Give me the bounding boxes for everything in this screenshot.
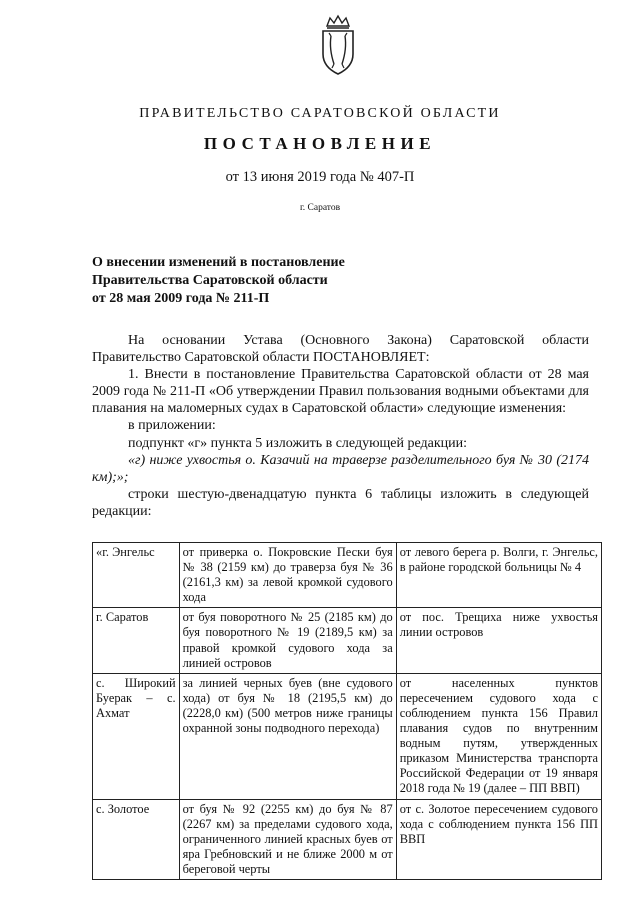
body-paragraph: «г) ниже ухвостья о. Казачий на траверзе разделительного буя № 30 (2174 км);»;	[92, 452, 589, 485]
body-paragraph: строки шестую-двенадцатую пункта 6 таблицы изложить в следующей редакции:	[92, 486, 589, 519]
decree-subject	[92, 254, 345, 308]
table-cell-zone: от приверка о. Покровские Пески буя № 38 (2159 км) до траверза буя № 36 (2161,3 км) за левой кромкой судового хода	[179, 543, 396, 608]
zones-table	[92, 542, 602, 880]
table-cell-location: «г. Энгельс	[93, 543, 180, 608]
decree-body	[92, 332, 589, 520]
table-cell-location: г. Саратов	[93, 608, 180, 673]
subject-line: от 28 мая 2009 года № 211-П	[92, 291, 270, 306]
table-cell-crossing: от с. Золотое пересечением судового хода с соблюдением пункта 156 ПП ВВП	[396, 799, 601, 879]
table-cell-crossing: от пос. Трещиха ниже ухвостья линии островов	[396, 608, 601, 673]
body-paragraph: в приложении:	[128, 418, 216, 434]
table-row	[93, 799, 602, 879]
body-paragraph: На основании Устава (Основного Закона) Саратовской области Правительство Саратовской области ПОСТАНОВЛЯЕТ:	[92, 333, 589, 366]
table-cell-zone: от буя поворотного № 25 (2185 км) до буя поворотного № 19 (2189,5 км) за правой кромкой судового хода за линией островов	[179, 608, 396, 673]
body-paragraph: 1. Внести в постановление Правительства Саратовской области от 28 мая 2009 года № 211-П «Об утверждении Правил пользования водными объектами для плавания на маломерных судах в Саратовской области» следующие изменения:	[92, 367, 589, 417]
table-cell-crossing: от населенных пунктов пересечением судового хода с соблюдением пункта 156 Правил плавания судов по внутренним водным путям, утвержденных приказом Министерства транспорта Российской Федерации от 19 января 2018 года № 19 (далее – ПП ВВП)	[396, 673, 601, 799]
decree-title: ПОСТАНОВЛЕНИЕ	[203, 134, 437, 153]
table-row	[93, 673, 602, 799]
table-cell-crossing: от левого берега р. Волги, г. Энгельс, в районе городской больницы № 4	[396, 543, 601, 608]
body-paragraph: подпункт «г» пункта 5 изложить в следующей редакции:	[128, 435, 468, 451]
decree-city: г. Саратов	[299, 203, 341, 213]
government-title: ПРАВИТЕЛЬСТВО САРАТОВСКОЙ ОБЛАСТИ	[139, 106, 501, 121]
table-cell-zone: за линией черных буев (вне судового хода) от буя № 18 (2195,5 км) до (2228,0 км) (500 метров ниже границы охранной зоны подводного перехода)	[179, 673, 396, 799]
table-cell-zone: от буя № 92 (2255 км) до буя № 87 (2267 км) за пределами судового хода, ограниченного линией красных буев от яра Гребновский и не ближе 2000 м от береговой черты	[179, 799, 396, 879]
subject-line: Правительства Саратовской области	[92, 273, 328, 288]
table-cell-location: с. Золотое	[93, 799, 180, 879]
table-row	[93, 608, 602, 673]
table-cell-location: с. Широкий Буерак – с. Ахмат	[93, 673, 180, 799]
coat-of-arms-icon	[318, 14, 358, 76]
subject-line: О внесении изменений в постановление	[92, 255, 345, 270]
table-row	[93, 543, 602, 608]
decree-date-number: от 13 июня 2019 года № 407-П	[225, 169, 415, 185]
